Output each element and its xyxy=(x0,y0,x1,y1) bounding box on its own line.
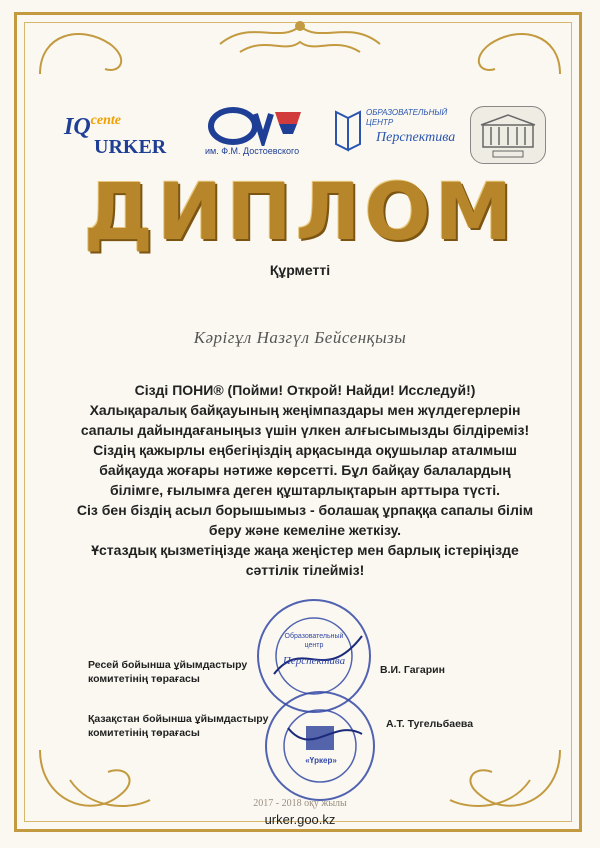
body-line: сәттілік тілейміз! xyxy=(245,562,365,578)
recipient-name: Кәрігұл Назгүл Бейсенқызы xyxy=(193,328,407,347)
perspektiva-small-text: ОБРАЗОВАТЕЛЬНЫЙ ЦЕНТР xyxy=(366,108,448,127)
body-line: Сізді ПОНИ® (Пойми! Открой! Найди! Исследуй!) xyxy=(134,382,476,398)
website-url: urker.goo.kz xyxy=(264,812,336,827)
body-line: Сіздің қажырлы еңбегіңіздің арқасында оқушылар аталмыш xyxy=(93,442,517,458)
stamp2-center: «Үркер» xyxy=(305,756,337,765)
top-ornament-icon xyxy=(30,14,570,84)
signature-1-role xyxy=(88,658,247,686)
omgu-emblem-icon xyxy=(205,104,305,146)
signature-2-role-line1: Қазақстан бойынша ұйымдастыру xyxy=(88,713,269,725)
omgu-logo xyxy=(205,104,305,160)
stamp-urker-icon xyxy=(262,688,378,804)
perspektiva-logo xyxy=(332,106,462,158)
omgu-caption: им. Ф.М. Достоевского xyxy=(205,146,300,156)
signature-2-name: А.Т. Тугельбаева xyxy=(386,718,474,730)
signature-2-role-line2: комитетінің төрағасы xyxy=(88,727,200,739)
academic-year: 2017 - 2018 оқу жылы xyxy=(253,798,347,809)
diploma-title: ДИПЛОМ xyxy=(83,168,517,258)
perspektiva-big-text: Перспектива xyxy=(376,130,456,145)
building-logo xyxy=(470,106,546,164)
iq-prefix: IQ xyxy=(64,114,91,140)
body-text xyxy=(60,380,550,580)
signature-1-name: В.И. Гагарин xyxy=(380,664,445,676)
signature-1-role-line1: Ресей бойынша ұйымдастыру xyxy=(88,659,248,671)
body-line: сапалы дайындағаныңыз үшін үлкен алғысымызды білдіреміз! xyxy=(80,422,530,438)
body-line: білімге, ғылымға деген құштарлықтарын арттыра түсті. xyxy=(110,482,500,498)
iq-center: cente xyxy=(90,113,121,128)
stamp1-center-top: Образовательный центр xyxy=(284,633,344,649)
body-line: беру және кемеліне жеткізу. xyxy=(208,522,402,538)
stamp1-center-big: Перспектива xyxy=(282,655,346,667)
signature-2-role xyxy=(88,712,268,740)
logos-row xyxy=(0,100,600,170)
body-line: байқауда жоғары нәтиже көрсетті. Бұл байқау балалардың xyxy=(99,462,511,478)
iq-urker: URKER xyxy=(94,136,167,158)
signature-1-role-line2: комитетінің төрағасы xyxy=(88,673,200,685)
body-line: Сіз бен біздің асыл борышымыз - болашақ ұрпаққа сапалы білім xyxy=(76,502,534,518)
body-line: Халықаралық байқауының жеңімпаздары мен жүлдегерлерін xyxy=(89,402,521,418)
body-line: Ұстаздық қызметіңізде жаңа жеңістер мен барлық істеріңізде xyxy=(91,542,519,558)
building-icon xyxy=(471,107,545,163)
book-emblem-icon xyxy=(332,108,362,154)
respected-heading: Құрметті xyxy=(269,262,331,278)
iq-center-urker-logo xyxy=(64,113,167,158)
